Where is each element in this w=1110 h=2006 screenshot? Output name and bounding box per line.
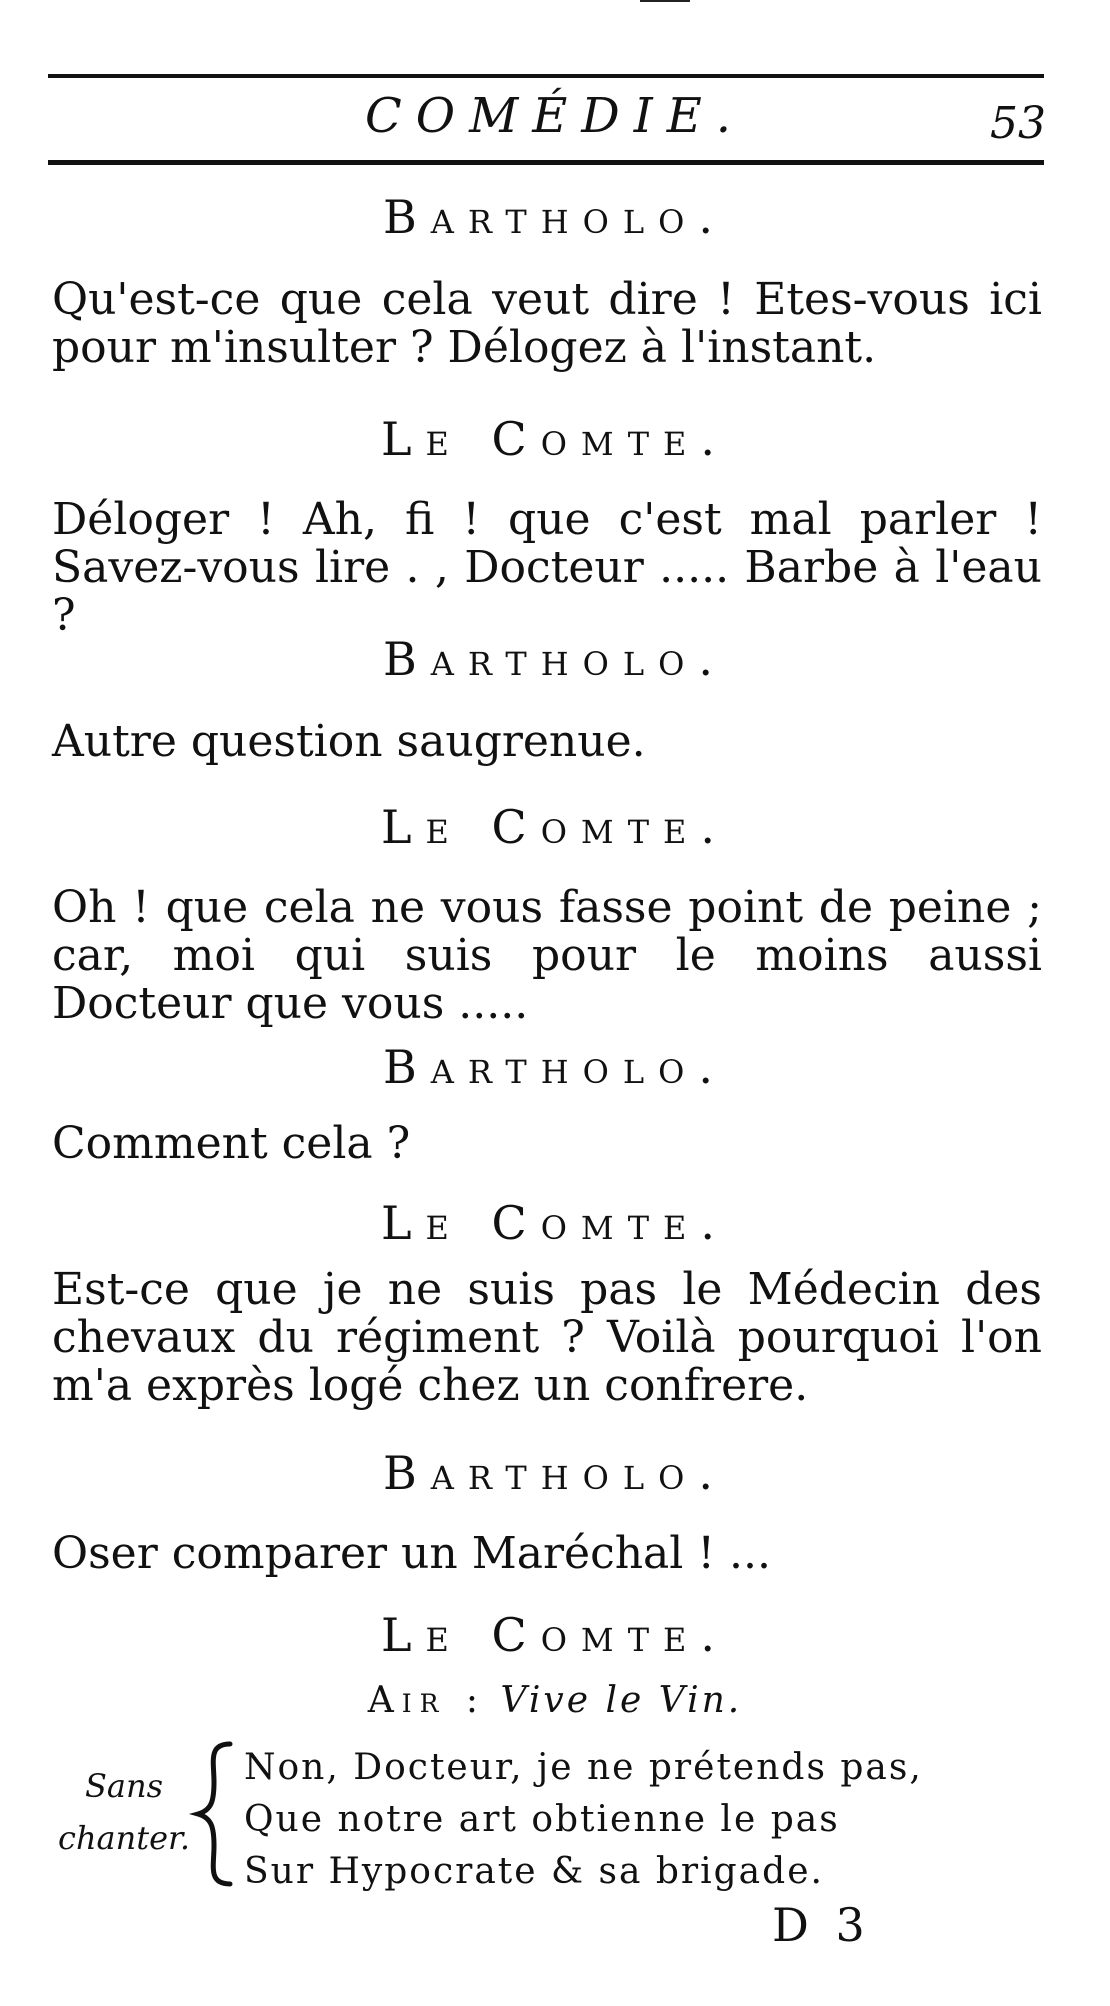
page-number: 53 (990, 98, 1046, 149)
running-head: COMÉDIE. (364, 88, 745, 144)
margin-note (44, 1760, 204, 1864)
dialogue-paragraph: Comment cela ? (52, 1118, 411, 1169)
speaker-name: Bartholo. (382, 1040, 728, 1094)
air-title: Vive le Vin. (500, 1680, 743, 1721)
speaker-name: Bartholo. (382, 632, 728, 686)
dialogue-paragraph: Oh ! que cela ne vous fasse point de peine ; car, moi qui suis pour le moins aussi Docteur que vous ..... (52, 882, 1042, 1029)
air-heading (0, 1680, 1110, 1721)
speaker-name: Le Comte. (380, 412, 730, 466)
curly-brace-icon (184, 1738, 244, 1890)
top-edge-mark (640, 0, 690, 2)
speaker-name: Bartholo. (382, 1446, 728, 1500)
air-label: Air : (367, 1680, 487, 1721)
verse-line: Non, Docteur, je ne prétends pas, (244, 1747, 923, 1788)
margin-note-line: Sans (84, 1767, 164, 1805)
margin-note-line: chanter. (58, 1819, 190, 1857)
speaker-name: Le Comte. (380, 800, 730, 854)
dialogue-paragraph: Oser comparer un Maréchal ! ... (52, 1528, 771, 1579)
verse-block (244, 1742, 923, 1898)
speaker-name: Le Comte. (380, 1196, 730, 1250)
signature-mark: D 3 (772, 1898, 871, 1952)
verse-line: Que notre art obtienne le pas (244, 1799, 840, 1840)
header-rule-bottom (48, 160, 1044, 165)
dialogue-paragraph: Autre question saugrenue. (52, 716, 646, 767)
speaker-name: Bartholo. (382, 190, 728, 244)
dialogue-paragraph: Est-ce que je ne suis pas le Médecin des chevaux du régiment ? Voilà pourquoi l'on m'a exprès logé chez un confrere. (52, 1264, 1042, 1411)
verse-line: Sur Hypocrate & sa brigade. (244, 1851, 824, 1892)
dialogue-paragraph: Déloger ! Ah, fi ! que c'est mal parler ! Savez-vous lire . , Docteur ..... Barbe à l'eau ? (52, 494, 1042, 641)
dialogue-paragraph: Qu'est-ce que cela veut dire ! Etes-vous ici pour m'insulter ? Délogez à l'instant. (52, 274, 1042, 373)
speaker-name: Le Comte. (380, 1608, 730, 1662)
header-rule-top (48, 74, 1044, 78)
